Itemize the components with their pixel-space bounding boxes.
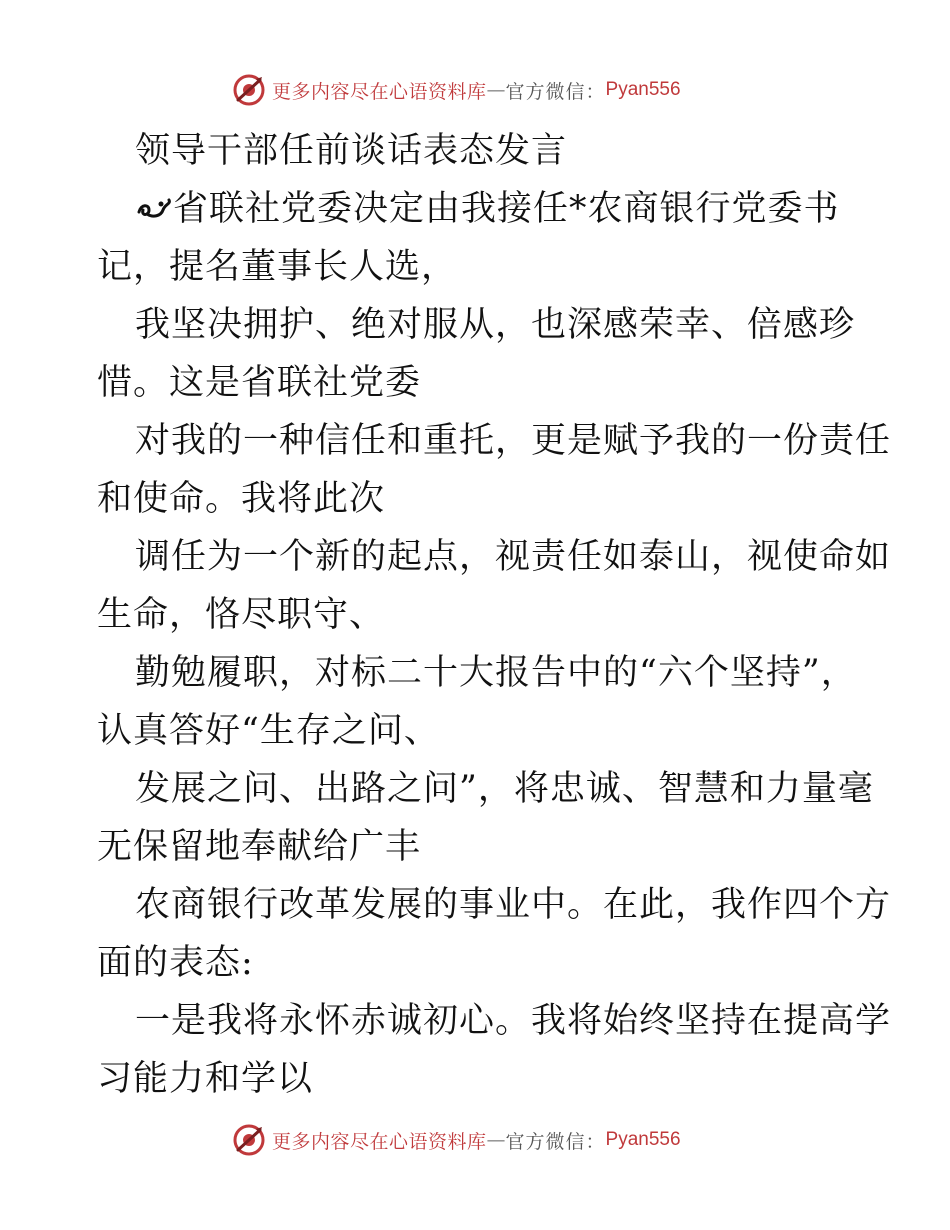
paragraph-line: 记，提名董事长人选， [97, 247, 458, 287]
paragraph-line: 我坚决拥护、绝对服从，也深感荣幸、倍感珍 [135, 305, 856, 345]
footer-watermark [232, 1122, 681, 1158]
paragraph-line: 习能力和学以 [97, 1059, 314, 1099]
watermark-wechat-id: Pyan556 [605, 79, 681, 100]
watermark-wechat-id: Pyan556 [605, 1129, 681, 1150]
paragraph-line: 惜。这是省联社党委 [97, 363, 422, 403]
paragraph-line: 和使命。我将此次 [97, 479, 386, 519]
paragraph-line: 生命，恪尽职守、 [97, 595, 386, 635]
paragraph-line: 无保留地奉献给广丰 [97, 827, 422, 867]
paragraph-line: 调任为一个新的起点，视责任如泰山，视使命如 [135, 537, 892, 577]
watermark-wechat-label: 官方微信： [505, 1130, 606, 1153]
paragraph-line: 发展之问、出路之问”，将忠诚、智慧和力量毫 [135, 769, 874, 809]
document-title: 领导干部任前谈话表态发言 [135, 131, 568, 171]
paragraph-line: 农商银行改革发展的事业中。在此，我作四个方 [135, 885, 892, 925]
brand-logo-icon [232, 1123, 266, 1157]
watermark-wechat-label: 官方微信： [505, 80, 606, 103]
header-watermark [232, 72, 681, 108]
paragraph-line: 勤勉履职，对标二十大报告中的“六个坚持”， [135, 653, 857, 693]
watermark-dash: — [486, 79, 506, 101]
paragraph-text: 省联社党委决定由我接任*农商银行党委书 [173, 189, 840, 229]
brand-logo-icon [232, 73, 266, 107]
document-body [97, 122, 892, 1108]
watermark-dash: — [486, 1129, 506, 1151]
watermark-text: 更多内容尽在心语资料库 [272, 1130, 487, 1153]
paragraph-line: 面的表态: [97, 943, 254, 983]
paragraph-line: 一是我将永怀赤诚初心。我将始终坚持在提高学 [135, 1001, 892, 1041]
paragraph-line [97, 180, 857, 238]
watermark-text: 更多内容尽在心语资料库 [272, 80, 487, 103]
paragraph-line: 认真答好“生存之问、 [97, 711, 440, 751]
decorative-bullet-icon [135, 194, 173, 224]
paragraph-line: 对我的一种信任和重托，更是赋予我的一份责任 [135, 421, 892, 461]
